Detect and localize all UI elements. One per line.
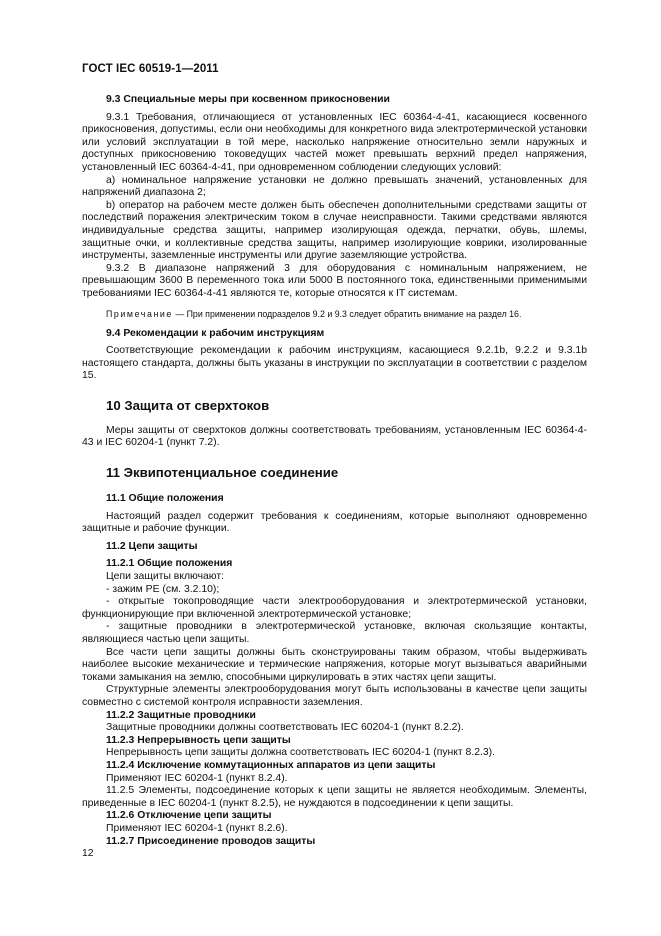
note-text: — При применении подразделов 9.2 и 9.3 следует обратить внимание на раздел 16. xyxy=(172,308,522,319)
paragraph-11-2-5: 11.2.5 Элементы, подсоединение которых к цепи защиты не является необходимым. Элементы, приведенные в IEC 60204-1 (пункт 8.2.5), не нуждаются в подсоединении к цепи защиты. xyxy=(82,785,587,809)
paragraph-11-2-6: Применяют IEC 60204-1 (пункт 8.2.6). xyxy=(106,822,288,834)
section-11-2-1-heading: 11.2.1 Общие положения xyxy=(106,558,233,570)
paragraph-11-2-1-intro: Цепи защиты включают: xyxy=(106,571,225,583)
paragraph-11-2-1-b: Структурные элементы электрооборудования могут быть использованы в качестве цепи защиты совместно с системой контроля исправности заземления. xyxy=(82,684,587,708)
section-11-heading: 11 Эквипотенциальное соединение xyxy=(106,465,339,481)
paragraph-11-1: Настоящий раздел содержит требования к соединениям, которые выполняют одновременно защитные и рабочие функции. xyxy=(82,510,587,535)
note-label: Примечание xyxy=(106,308,173,319)
paragraph-9-3-1: 9.3.1 Требования, отличающиеся от установленных IEC 60364-4-41, касающиеся косвенного прикосновения, допустимы, если они необходимы для конкретного вида электротермической установки или условий эксплуатации в той мере, насколько напряжение относительно земли наружных и доступных прикосновению токоведущих частей может превышать верхний предел напряжения, установленный IEC 60364-4-41, при одновременном соблюдении следующих условий: xyxy=(82,111,587,173)
list-item-a: a) номинальное напряжение установки не должно превышать значений, установленных для напряжений диапазона 2; xyxy=(82,174,587,199)
section-11-1-heading: 11.1 Общие положения xyxy=(106,493,224,505)
paragraph-9-3-2: 9.3.2 В диапазоне напряжений 3 для оборудования с номинальным напряжением, не превышающим 3600 В переменного тока или 5000 В постоянного тока, единственными применимыми требованиями IEC 60364-4-41 являются те, которые относятся к IT системам. xyxy=(82,262,587,299)
paragraph-11-2-2: Защитные проводники должны соответствовать IEC 60204-1 (пункт 8.2.2). xyxy=(106,722,464,734)
section-11-2-4-heading: 11.2.4 Исключение коммутационных аппаратов из цепи защиты xyxy=(106,759,436,771)
page-content xyxy=(82,94,587,848)
section-11-2-6-heading: 11.2.6 Отключение цепи защиты xyxy=(106,810,272,822)
section-9-4-heading: 9.4 Рекомендации к рабочим инструкциям xyxy=(106,327,325,339)
document-header: ГОСТ IEC 60519-1—2011 xyxy=(82,63,219,75)
section-11-2-7-heading: 11.2.7 Присоединение проводов защиты xyxy=(106,835,316,847)
note xyxy=(82,309,587,320)
section-11-2-heading: 11.2 Цепи защиты xyxy=(106,540,198,552)
list-item-protective-conductors: - защитные проводники в электротермической установке, включая скользящие контакты, являющиеся частью цепи защиты. xyxy=(82,621,587,645)
paragraph-9-4: Соответствующие рекомендации к рабочим инструкциям, касающиеся 9.2.1b, 9.2.2 и 9.3.1b настоящего стандарта, должны быть указаны в инструкции по эксплуатации в соответствии с разделом 15. xyxy=(82,345,587,382)
list-item-conductive-parts: - открытые токопроводящие части электрооборудования и электротермической установки, функционирующие при включенной электротермической установке; xyxy=(82,596,587,620)
paragraph-11-2-4: Применяют IEC 60204-1 (пункт 8.2.4). xyxy=(106,772,288,784)
paragraph-11-2-1-a: Все части цепи защиты должны быть сконструированы таким образом, чтобы выдерживать наиболее высокие механические и термические напряжения, которые могут вызываться аварийными токами замыкания на землю, способными циркулировать в этих частях цепи защиты. xyxy=(82,646,587,683)
section-9-3-heading: 9.3 Специальные меры при косвенном прикосновении xyxy=(106,94,390,105)
list-item-pe-terminal: - зажим PE (см. 3.2.10); xyxy=(106,583,220,595)
paragraph-10: Меры защиты от сверхтоков должны соответствовать требованиям, установленным IEC 60364-4-43 и IEC 60204-1 (пункт 7.2). xyxy=(82,424,587,449)
section-11-2-3-heading: 11.2.3 Непрерывность цепи защиты xyxy=(106,734,291,746)
paragraph-11-2-3: Непрерывность цепи защиты должна соответствовать IEC 60204-1 (пункт 8.2.3). xyxy=(106,747,496,759)
list-item-b: b) оператор на рабочем месте должен быть обеспечен дополнительными средствами защиты от последствий поражения электрическим током в случае неисправности. Такими средствами являются индивидуальные средства защиты, например изолирующая одежда, перчатки, обувь, шлемы, защитные очки, и коллективные средства защиты, например изолирующие коврики, изолированные инструменты, заземленные инструменты или другие заземляющие устройства. xyxy=(82,199,587,262)
section-10-heading: 10 Защита от сверхтоков xyxy=(106,397,270,413)
section-11-2-2-heading: 11.2.2 Защитные проводники xyxy=(106,709,256,721)
page-number: 12 xyxy=(82,848,94,859)
